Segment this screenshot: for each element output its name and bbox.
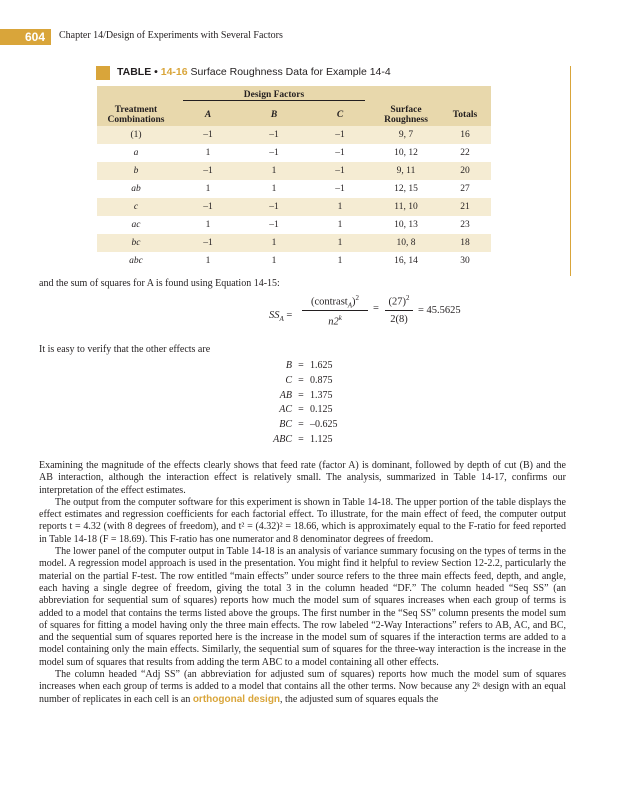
table-row — [97, 198, 491, 216]
cell-total: 21 — [439, 198, 491, 216]
table-title — [117, 66, 391, 78]
fraction-bar-2 — [385, 310, 413, 311]
equation-numerator-1: (contrast$_A$)$^2$ — [310, 294, 360, 310]
cell-roughness: 11, 10 — [373, 198, 439, 216]
cell-roughness: 10, 8 — [373, 234, 439, 252]
effects-list — [250, 360, 350, 449]
data-table — [97, 86, 491, 270]
chapter-title: Chapter 14/Design of Experiments with Several Factors — [59, 30, 283, 41]
col-header-roughness: Surface Roughness — [373, 104, 439, 126]
paragraph-3: The lower panel of the computer output in Table 14-18 is an analysis of variance summary focusing on the types of terms in the model. A regression model approach is used in the presentation. You might find it helpful to review Section 12-2.2, particularly the material on the partial F-test. The row entitled “main effects” under source refers to the three main effects feed, depth, and angle, each having a single degree of freedom, giving the total 3 in the column headed “DF.” The column headed “Seq SS” (an abbreviation for sequential sum of squares) reports how much the model sum of squares increases when each group of terms is added to a model that contains the terms listed above the groups. The first number in the “Seq SS” column presents the model sum of squares for fitting a model having only the three main effects. The row labeled “2-Way Interactions” refers to AB, AC, and BC, and the sequential sum of squares reported here is the increase in the model sum of squares if the interaction terms are added to a model containing only the main effects. Similarly, the sequential sum of squares for the three-way interaction is the increase in the model sum of squares that results from adding the term ABC to a model containing all other effects. — [39, 546, 566, 668]
equation-lhs: $SS_A$ = — [269, 310, 293, 324]
cell-treatment: ab — [97, 180, 175, 198]
cell-c: 1 — [307, 252, 373, 270]
paragraph-1: Examining the magnitude of the effects clearly shows that feed rate (factor A) is dominant, followed by depth of cut (B) and the AB interaction, although the interaction effect is relatively small. The analysis, summarized in Table 14-17, confirms our interpretation of the effect estimates. — [39, 460, 566, 496]
cell-a: 1 — [175, 252, 241, 270]
cell-treatment: bc — [97, 234, 175, 252]
cell-treatment: ac — [97, 216, 175, 234]
cell-roughness: 9, 11 — [373, 162, 439, 180]
cell-a: –1 — [175, 126, 241, 144]
cell-c: 1 — [307, 216, 373, 234]
cell-total: 16 — [439, 126, 491, 144]
cell-roughness: 16, 14 — [373, 252, 439, 270]
cell-b: –1 — [241, 144, 307, 162]
table-header-row-1 — [97, 86, 491, 104]
cell-treatment: abc — [97, 252, 175, 270]
cell-treatment: c — [97, 198, 175, 216]
cell-c: –1 — [307, 180, 373, 198]
cell-b: 1 — [241, 162, 307, 180]
table-caption: Surface Roughness Data for Example 14-4 — [190, 66, 391, 78]
equation-numerator-2: $(27)^2$ — [388, 294, 410, 308]
effect-row: B = 1.625 — [285, 360, 333, 371]
col-header-a: A — [175, 104, 241, 126]
cell-c: 1 — [307, 198, 373, 216]
intro-text: and the sum of squares for A is found using Equation 14-15: — [39, 278, 280, 289]
col-header-treatment: Treatment Combinations — [97, 104, 175, 126]
equation-denominator-2: 2(8) — [390, 314, 408, 325]
cell-total: 20 — [439, 162, 491, 180]
cell-total: 22 — [439, 144, 491, 162]
table-row — [97, 252, 491, 270]
cell-b: 1 — [241, 234, 307, 252]
col-header-c: C — [307, 104, 373, 126]
cell-total: 23 — [439, 216, 491, 234]
effect-row: C = 0.875 — [285, 374, 333, 386]
cell-roughness: 10, 13 — [373, 216, 439, 234]
verify-text: It is easy to verify that the other effects are — [39, 344, 211, 355]
cell-a: –1 — [175, 234, 241, 252]
table-label: TABLE — [117, 66, 152, 78]
table-row — [97, 144, 491, 162]
cell-a: –1 — [175, 198, 241, 216]
side-rule — [570, 66, 571, 276]
body-text — [39, 460, 566, 706]
cell-total: 30 — [439, 252, 491, 270]
table-number: 14-16 — [160, 66, 188, 78]
cell-c: 1 — [307, 234, 373, 252]
table-bullet: • — [154, 66, 158, 78]
cell-total: 18 — [439, 234, 491, 252]
table-row — [97, 216, 491, 234]
cell-a: 1 — [175, 144, 241, 162]
equation-equals-2: = — [373, 303, 379, 314]
cell-total: 27 — [439, 180, 491, 198]
cell-a: 1 — [175, 216, 241, 234]
cell-a: –1 — [175, 162, 241, 180]
cell-b: 1 — [241, 180, 307, 198]
table-header-row-2 — [97, 104, 491, 126]
table-row — [97, 162, 491, 180]
cell-treatment: b — [97, 162, 175, 180]
effect-row: AB = 1.375 — [279, 389, 333, 401]
cell-roughness: 10, 12 — [373, 144, 439, 162]
equation-denominator-1: n2$^k$ — [328, 314, 342, 328]
col-header-b: B — [241, 104, 307, 126]
cell-roughness: 12, 15 — [373, 180, 439, 198]
cell-c: –1 — [307, 144, 373, 162]
cell-b: –1 — [241, 126, 307, 144]
table-row — [97, 234, 491, 252]
equation-result: = 45.5625 — [418, 305, 461, 316]
cell-roughness: 9, 7 — [373, 126, 439, 144]
cell-c: –1 — [307, 126, 373, 144]
cell-treatment: (1) — [97, 126, 175, 144]
design-factors-header: Design Factors — [175, 86, 373, 104]
cell-a: 1 — [175, 180, 241, 198]
cell-treatment: a — [97, 144, 175, 162]
table-row — [97, 180, 491, 198]
glossary-term-orthogonal-design[interactable]: orthogonal design — [192, 693, 281, 705]
effect-row: BC = –0.625 — [279, 419, 338, 431]
page-number: 604 — [0, 29, 51, 45]
fraction-bar-1 — [302, 310, 368, 311]
table-marker — [96, 66, 110, 80]
cell-b: –1 — [241, 198, 307, 216]
col-header-totals: Totals — [439, 104, 491, 126]
paragraph-2: The output from the computer software for this experiment is shown in Table 14-18. The upper portion of the table displays the effect estimates and regression coefficients for each factorial effect. To illustrate, for the main effect of feed, the computer output reports t = 4.32 (with 8 degrees of freedom), and t² = (4.32)² = 18.66, which is approximately equal to the F-ratio for feed reported in Table 14-18 (F = 18.69). This F-ratio has one numerator and 8 denominator degrees of freedom. — [39, 496, 566, 545]
cell-b: –1 — [241, 216, 307, 234]
paragraph-4: The column headed “Adj SS” (an abbreviation for adjusted sum of squares) reports how much the model sum of squares increases when each group of terms is added to a model that contains all the other terms. Now because any 2ᵏ design with an equal number of replicates in each cell is an orthogonal design, the adjusted sum of squares equals the — [39, 669, 566, 705]
effect-row: AC = 0.125 — [279, 404, 333, 416]
cell-b: 1 — [241, 252, 307, 270]
table-row — [97, 126, 491, 144]
effect-row: ABC = 1.125 — [273, 433, 333, 445]
cell-c: –1 — [307, 162, 373, 180]
